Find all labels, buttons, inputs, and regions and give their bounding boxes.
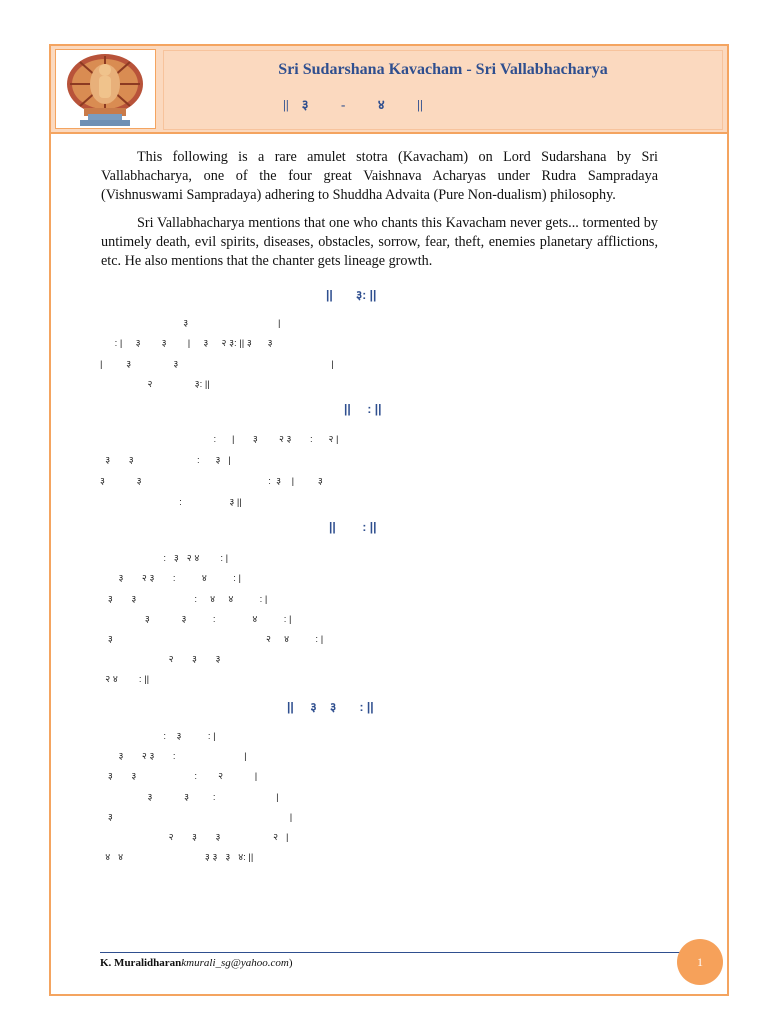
verse-3-line-1: : ३ २ ४ : |	[100, 553, 229, 564]
verse-3-line-6: २ ३ ३	[100, 654, 221, 665]
verse-3-heading: || : ||	[329, 520, 377, 534]
verse-2-line-3: ३ ३ : ३ | ३	[100, 476, 323, 487]
intro-paragraph-2: Sri Vallabhacharya mentions that one who chants this Kavacham never gets... tormented by untimely death, evil spirits, diseases, obstacles, sorrow, fear, theft, enemies planetary afflictions, etc. He also mentions that the chanter gets lineage growth.	[101, 215, 658, 269]
footer-divider	[100, 952, 681, 953]
footer-credit	[100, 957, 293, 969]
intro-text	[101, 148, 658, 280]
verse-1-line-4: २ ३: ||	[100, 379, 210, 390]
verse-1-line-3: | ३ ३ |	[100, 359, 334, 370]
verse-4-heading: || ३ ३ : ||	[287, 700, 374, 714]
deity-image	[55, 49, 156, 129]
verse-3-line-4: ३ ३ : ४ : |	[100, 614, 292, 625]
verse-2-heading: || : ||	[344, 402, 382, 416]
verse-4-line-3: ३ ३ : २ |	[100, 771, 258, 782]
verse-3-line-3: ३ ३ : ४ ४ : |	[100, 594, 268, 605]
verse-2-line-1: : | ३ २ ३ : २ |	[100, 434, 339, 445]
verse-4-line-2: ३ २ ३ : |	[100, 751, 247, 762]
verse-2-line-4: : ३ ||	[100, 497, 242, 508]
page-number-badge: 1	[677, 939, 723, 985]
verse-3-line-7: २ ४ : ||	[100, 674, 150, 685]
footer-email[interactable]: kmurali_sg@yahoo.com	[181, 957, 289, 969]
verse-4-line-4: ३ ३ : |	[100, 792, 279, 803]
page-header	[51, 46, 727, 134]
verse-2-line-2: ३ ३ : ३ |	[100, 455, 231, 466]
footer-close: )	[288, 957, 293, 969]
intro-paragraph-1: This following is a rare amulet stotra (Kavacham) on Lord Sudarshana by Sri Vallabhacharya, one of the four great Vaishnava Acharyas under Rudra Sampradaya (Vishnuswami Sampradaya) adhering to Shuddha Advaita (Pure Non-dualism) philosophy.	[101, 149, 658, 203]
sudarshana-icon	[56, 50, 155, 128]
verse-4-line-5: ३ |	[100, 812, 293, 823]
verse-4-line-1: : ३ : |	[100, 731, 216, 742]
footer-author: K. Muralidharan	[100, 957, 182, 969]
page-subtitle: || ३ - ४ ||	[283, 97, 423, 112]
verse-4-line-6: २ ३ ३ २ |	[100, 832, 289, 843]
verse-1-line-1: ३ |	[112, 318, 281, 329]
verse-1-line-2: : | ३ ३ | ३ २ ३: || ३ ३	[112, 338, 273, 349]
verse-1-heading: || ३: ||	[326, 288, 377, 302]
verse-4-line-7: ४ ४ ३ ३ ३ ४: ||	[100, 852, 254, 863]
verse-3-line-5: ३ २ ४ : |	[100, 634, 324, 645]
header-title-box	[163, 50, 723, 130]
verse-3-line-2: ३ २ ३ : ४ : |	[100, 573, 242, 584]
page-title: Sri Sudarshana Kavacham - Sri Vallabhacharya	[278, 61, 608, 78]
